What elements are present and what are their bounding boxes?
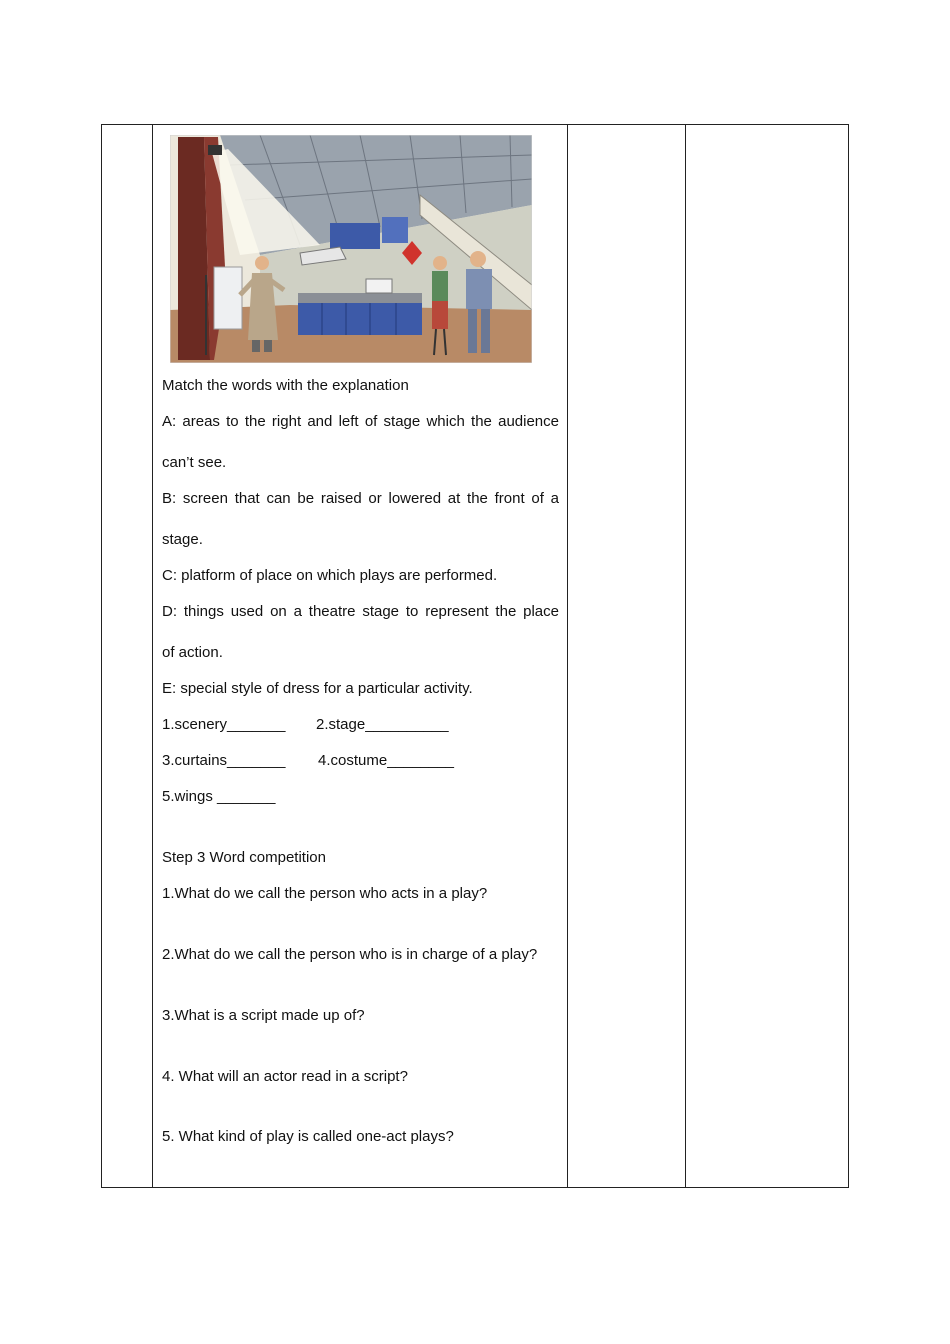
explanation-b-line1: B: screen that can be raised or lowered at the front of a <box>162 490 559 507</box>
question-4: 4. What will an actor read in a script? <box>162 1068 408 1085</box>
question-5: 5. What kind of play is called one-act plays? <box>162 1128 454 1145</box>
question-1: 1.What do we call the person who acts in a play? <box>162 885 488 902</box>
column-divider-3 <box>685 125 686 1187</box>
explanation-d-line2: of action. <box>162 644 223 661</box>
match-item-3: 3.curtains_______ <box>162 752 286 769</box>
column-divider-2 <box>567 125 568 1187</box>
question-3: 3.What is a script made up of? <box>162 1007 365 1024</box>
match-item-2: 2.stage__________ <box>316 716 449 733</box>
explanation-c: C: platform of place on which plays are performed. <box>162 567 498 584</box>
step3-title: Step 3 Word competition <box>162 849 326 866</box>
question-2: 2.What do we call the person who is in charge of a play? <box>162 946 538 963</box>
match-item-5: 5.wings _______ <box>162 788 276 805</box>
column-divider-1 <box>152 125 153 1187</box>
match-item-1: 1.scenery_______ <box>162 716 286 733</box>
explanation-d-line1: D: things used on a theatre stage to represent the place <box>162 603 559 620</box>
explanation-e: E: special style of dress for a particular activity. <box>162 680 473 697</box>
explanation-b-line2: stage. <box>162 531 203 548</box>
match-item-4: 4.costume________ <box>318 752 454 769</box>
stage-scene-illustration <box>170 135 532 363</box>
match-title: Match the words with the explanation <box>162 377 409 394</box>
lesson-table <box>101 124 849 1188</box>
explanation-a-line2: can’t see. <box>162 454 227 471</box>
explanation-a-line1: A: areas to the right and left of stage which the audience <box>162 413 559 430</box>
